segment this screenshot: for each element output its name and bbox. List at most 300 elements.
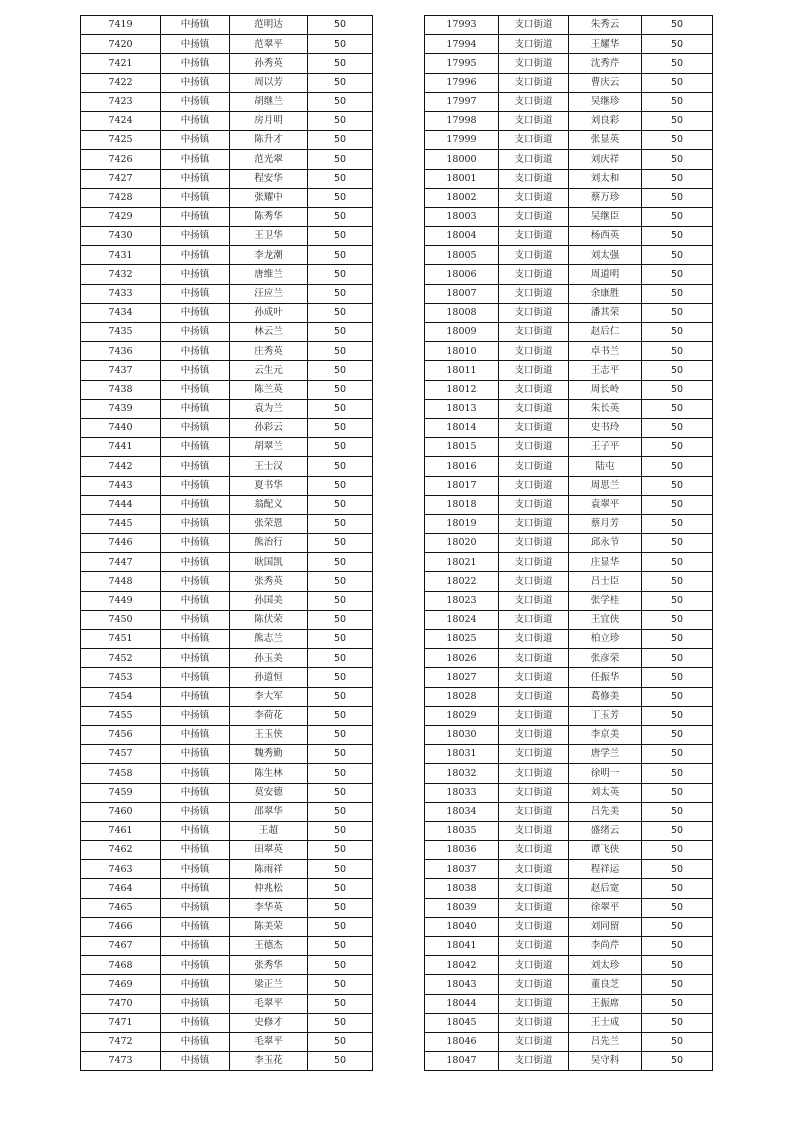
amount-cell: 50: [642, 764, 713, 783]
name-cell: 吕先美: [569, 802, 642, 821]
amount-cell: 50: [642, 1052, 713, 1071]
table-row: [81, 514, 373, 533]
town-cell: 中扬镇: [161, 16, 230, 35]
amount-cell: 50: [642, 342, 713, 361]
name-cell: 曹庆云: [569, 73, 642, 92]
name-cell: 刘太英: [569, 783, 642, 802]
serial-number-cell: 7467: [81, 937, 161, 956]
left-roster-table: [80, 15, 373, 1071]
serial-number-cell: 18010: [425, 342, 499, 361]
name-cell: 毛翠平: [230, 994, 308, 1013]
amount-cell: 50: [642, 457, 713, 476]
town-cell: 中扬镇: [161, 994, 230, 1013]
serial-number-cell: 18041: [425, 937, 499, 956]
town-cell: 支口街道: [499, 860, 569, 879]
table-row: [81, 879, 373, 898]
serial-number-cell: 7465: [81, 898, 161, 917]
name-cell: 房月明: [230, 111, 308, 130]
table-row: [425, 92, 713, 111]
table-row: [81, 764, 373, 783]
town-cell: 中扬镇: [161, 35, 230, 54]
table-row: [425, 361, 713, 380]
table-row: [425, 956, 713, 975]
table-row: [425, 572, 713, 591]
amount-cell: 50: [308, 54, 373, 73]
amount-cell: 50: [308, 630, 373, 649]
town-cell: 支口街道: [499, 1032, 569, 1051]
name-cell: 王志平: [569, 361, 642, 380]
serial-number-cell: 18006: [425, 265, 499, 284]
amount-cell: 50: [642, 54, 713, 73]
serial-number-cell: 7459: [81, 783, 161, 802]
amount-cell: 50: [642, 418, 713, 437]
serial-number-cell: 7449: [81, 591, 161, 610]
amount-cell: 50: [642, 303, 713, 322]
amount-cell: 50: [308, 399, 373, 418]
serial-number-cell: 18012: [425, 380, 499, 399]
table-row: [425, 764, 713, 783]
serial-number-cell: 17998: [425, 111, 499, 130]
table-row: [425, 418, 713, 437]
name-cell: 孙彩云: [230, 418, 308, 437]
serial-number-cell: 18014: [425, 418, 499, 437]
name-cell: 刘太强: [569, 246, 642, 265]
amount-cell: 50: [642, 265, 713, 284]
name-cell: 翁配义: [230, 495, 308, 514]
serial-number-cell: 7432: [81, 265, 161, 284]
amount-cell: 50: [308, 745, 373, 764]
name-cell: 张秀华: [230, 956, 308, 975]
town-cell: 中扬镇: [161, 630, 230, 649]
name-cell: 王卫华: [230, 227, 308, 246]
table-row: [425, 783, 713, 802]
table-row: [425, 35, 713, 54]
town-cell: 支口街道: [499, 821, 569, 840]
serial-number-cell: 18046: [425, 1032, 499, 1051]
right-roster-body: [425, 16, 713, 1071]
serial-number-cell: 17996: [425, 73, 499, 92]
town-cell: 支口街道: [499, 150, 569, 169]
name-cell: 汪应兰: [230, 284, 308, 303]
amount-cell: 50: [308, 438, 373, 457]
table-row: [81, 591, 373, 610]
name-cell: 唐维兰: [230, 265, 308, 284]
serial-number-cell: 7435: [81, 323, 161, 342]
amount-cell: 50: [308, 860, 373, 879]
serial-number-cell: 18027: [425, 668, 499, 687]
amount-cell: 50: [642, 111, 713, 130]
table-row: [81, 476, 373, 495]
amount-cell: 50: [308, 937, 373, 956]
amount-cell: 50: [642, 92, 713, 111]
name-cell: 林云兰: [230, 323, 308, 342]
name-cell: 董良芝: [569, 975, 642, 994]
town-cell: 中扬镇: [161, 207, 230, 226]
table-row: [81, 725, 373, 744]
town-cell: 中扬镇: [161, 92, 230, 111]
town-cell: 支口街道: [499, 937, 569, 956]
serial-number-cell: 7422: [81, 73, 161, 92]
town-cell: 中扬镇: [161, 1013, 230, 1032]
town-cell: 中扬镇: [161, 169, 230, 188]
name-cell: 吴继臣: [569, 207, 642, 226]
serial-number-cell: 7420: [81, 35, 161, 54]
serial-number-cell: 18000: [425, 150, 499, 169]
serial-number-cell: 7447: [81, 553, 161, 572]
town-cell: 中扬镇: [161, 361, 230, 380]
town-cell: 支口街道: [499, 725, 569, 744]
serial-number-cell: 7419: [81, 16, 161, 35]
amount-cell: 50: [642, 514, 713, 533]
table-row: [81, 668, 373, 687]
amount-cell: 50: [308, 975, 373, 994]
table-row: [425, 860, 713, 879]
town-cell: 中扬镇: [161, 610, 230, 629]
serial-number-cell: 18013: [425, 399, 499, 418]
amount-cell: 50: [642, 323, 713, 342]
town-cell: 支口街道: [499, 227, 569, 246]
amount-cell: 50: [642, 35, 713, 54]
serial-number-cell: 18025: [425, 630, 499, 649]
amount-cell: 50: [642, 399, 713, 418]
amount-cell: 50: [308, 284, 373, 303]
amount-cell: 50: [642, 687, 713, 706]
serial-number-cell: 18007: [425, 284, 499, 303]
amount-cell: 50: [308, 131, 373, 150]
amount-cell: 50: [308, 783, 373, 802]
town-cell: 中扬镇: [161, 802, 230, 821]
amount-cell: 50: [308, 380, 373, 399]
table-row: [81, 994, 373, 1013]
serial-number-cell: 18002: [425, 188, 499, 207]
amount-cell: 50: [642, 495, 713, 514]
table-row: [81, 956, 373, 975]
serial-number-cell: 18042: [425, 956, 499, 975]
serial-number-cell: 7431: [81, 246, 161, 265]
serial-number-cell: 7456: [81, 725, 161, 744]
table-row: [425, 1032, 713, 1051]
name-cell: 袁翠平: [569, 495, 642, 514]
table-row: [425, 649, 713, 668]
town-cell: 中扬镇: [161, 649, 230, 668]
serial-number-cell: 7463: [81, 860, 161, 879]
amount-cell: 50: [642, 783, 713, 802]
town-cell: 支口街道: [499, 92, 569, 111]
name-cell: 杨西英: [569, 227, 642, 246]
name-cell: 孙国美: [230, 591, 308, 610]
table-row: [425, 937, 713, 956]
town-cell: 中扬镇: [161, 841, 230, 860]
amount-cell: 50: [642, 860, 713, 879]
name-cell: 李尚芹: [569, 937, 642, 956]
town-cell: 支口街道: [499, 1013, 569, 1032]
name-cell: 丁玉芳: [569, 706, 642, 725]
table-row: [81, 649, 373, 668]
name-cell: 李龙潮: [230, 246, 308, 265]
amount-cell: 50: [308, 706, 373, 725]
table-row: [425, 668, 713, 687]
table-row: [81, 802, 373, 821]
name-cell: 王振席: [569, 994, 642, 1013]
amount-cell: 50: [642, 879, 713, 898]
town-cell: 中扬镇: [161, 917, 230, 936]
amount-cell: 50: [642, 917, 713, 936]
name-cell: 田翠英: [230, 841, 308, 860]
name-cell: 熊志兰: [230, 630, 308, 649]
amount-cell: 50: [642, 610, 713, 629]
serial-number-cell: 7440: [81, 418, 161, 437]
table-row: [425, 54, 713, 73]
table-row: [81, 975, 373, 994]
left-roster-body: [81, 16, 373, 1071]
serial-number-cell: 18033: [425, 783, 499, 802]
amount-cell: 50: [308, 16, 373, 35]
serial-number-cell: 18043: [425, 975, 499, 994]
town-cell: 中扬镇: [161, 745, 230, 764]
table-row: [425, 131, 713, 150]
amount-cell: 50: [308, 591, 373, 610]
serial-number-cell: 18037: [425, 860, 499, 879]
town-cell: 中扬镇: [161, 764, 230, 783]
town-cell: 支口街道: [499, 610, 569, 629]
serial-number-cell: 18044: [425, 994, 499, 1013]
amount-cell: 50: [308, 841, 373, 860]
serial-number-cell: 18040: [425, 917, 499, 936]
amount-cell: 50: [642, 207, 713, 226]
serial-number-cell: 7464: [81, 879, 161, 898]
serial-number-cell: 7423: [81, 92, 161, 111]
name-cell: 唐学兰: [569, 745, 642, 764]
table-row: [425, 150, 713, 169]
town-cell: 中扬镇: [161, 975, 230, 994]
serial-number-cell: 7438: [81, 380, 161, 399]
table-row: [81, 111, 373, 130]
name-cell: 柏立珍: [569, 630, 642, 649]
serial-number-cell: 7429: [81, 207, 161, 226]
serial-number-cell: 18011: [425, 361, 499, 380]
town-cell: 中扬镇: [161, 342, 230, 361]
serial-number-cell: 7424: [81, 111, 161, 130]
name-cell: 仲兆松: [230, 879, 308, 898]
amount-cell: 50: [642, 706, 713, 725]
amount-cell: 50: [308, 342, 373, 361]
amount-cell: 50: [308, 668, 373, 687]
table-row: [425, 476, 713, 495]
town-cell: 中扬镇: [161, 438, 230, 457]
serial-number-cell: 7469: [81, 975, 161, 994]
town-cell: 支口街道: [499, 284, 569, 303]
amount-cell: 50: [642, 937, 713, 956]
town-cell: 中扬镇: [161, 246, 230, 265]
name-cell: 周以芳: [230, 73, 308, 92]
name-cell: 李玉花: [230, 1052, 308, 1071]
amount-cell: 50: [308, 227, 373, 246]
table-row: [425, 802, 713, 821]
town-cell: 支口街道: [499, 975, 569, 994]
name-cell: 云生元: [230, 361, 308, 380]
name-cell: 莫安德: [230, 783, 308, 802]
serial-number-cell: 18009: [425, 323, 499, 342]
table-row: [81, 54, 373, 73]
serial-number-cell: 18029: [425, 706, 499, 725]
serial-number-cell: 7427: [81, 169, 161, 188]
amount-cell: 50: [642, 534, 713, 553]
table-row: [425, 438, 713, 457]
name-cell: 梁正兰: [230, 975, 308, 994]
table-row: [81, 150, 373, 169]
serial-number-cell: 7450: [81, 610, 161, 629]
name-cell: 刘太和: [569, 169, 642, 188]
amount-cell: 50: [642, 246, 713, 265]
town-cell: 支口街道: [499, 54, 569, 73]
name-cell: 孙秀英: [230, 54, 308, 73]
town-cell: 支口街道: [499, 303, 569, 322]
town-cell: 中扬镇: [161, 687, 230, 706]
name-cell: 李京美: [569, 725, 642, 744]
name-cell: 熊治行: [230, 534, 308, 553]
serial-number-cell: 7470: [81, 994, 161, 1013]
table-row: [425, 821, 713, 840]
amount-cell: 50: [308, 610, 373, 629]
table-row: [81, 610, 373, 629]
amount-cell: 50: [308, 821, 373, 840]
table-row: [425, 841, 713, 860]
serial-number-cell: 7451: [81, 630, 161, 649]
name-cell: 毛翠平: [230, 1032, 308, 1051]
name-cell: 庄显华: [569, 553, 642, 572]
right-roster-table: [424, 15, 713, 1071]
serial-number-cell: 18003: [425, 207, 499, 226]
serial-number-cell: 18035: [425, 821, 499, 840]
amount-cell: 50: [642, 994, 713, 1013]
table-row: [425, 917, 713, 936]
table-row: [81, 246, 373, 265]
table-row: [81, 169, 373, 188]
name-cell: 徐翠平: [569, 898, 642, 917]
amount-cell: 50: [642, 821, 713, 840]
serial-number-cell: 7426: [81, 150, 161, 169]
serial-number-cell: 18015: [425, 438, 499, 457]
serial-number-cell: 7466: [81, 917, 161, 936]
serial-number-cell: 18005: [425, 246, 499, 265]
town-cell: 中扬镇: [161, 706, 230, 725]
town-cell: 中扬镇: [161, 495, 230, 514]
town-cell: 中扬镇: [161, 131, 230, 150]
serial-number-cell: 7461: [81, 821, 161, 840]
table-row: [425, 246, 713, 265]
amount-cell: 50: [308, 764, 373, 783]
table-row: [425, 1052, 713, 1071]
table-row: [81, 495, 373, 514]
name-cell: 卓书兰: [569, 342, 642, 361]
town-cell: 中扬镇: [161, 265, 230, 284]
amount-cell: 50: [642, 668, 713, 687]
town-cell: 支口街道: [499, 438, 569, 457]
serial-number-cell: 18022: [425, 572, 499, 591]
amount-cell: 50: [308, 188, 373, 207]
table-row: [425, 265, 713, 284]
amount-cell: 50: [642, 227, 713, 246]
name-cell: 周思兰: [569, 476, 642, 495]
table-row: [81, 35, 373, 54]
amount-cell: 50: [642, 572, 713, 591]
table-row: [81, 188, 373, 207]
table-row: [425, 380, 713, 399]
town-cell: 支口街道: [499, 35, 569, 54]
amount-cell: 50: [642, 975, 713, 994]
serial-number-cell: 7453: [81, 668, 161, 687]
town-cell: 中扬镇: [161, 1052, 230, 1071]
table-row: [81, 457, 373, 476]
name-cell: 魏秀勤: [230, 745, 308, 764]
serial-number-cell: 7457: [81, 745, 161, 764]
town-cell: 中扬镇: [161, 418, 230, 437]
table-row: [425, 898, 713, 917]
table-row: [81, 860, 373, 879]
table-row: [425, 591, 713, 610]
town-cell: 支口街道: [499, 169, 569, 188]
table-row: [81, 572, 373, 591]
name-cell: 范翠平: [230, 35, 308, 54]
amount-cell: 50: [308, 553, 373, 572]
name-cell: 刘庆祥: [569, 150, 642, 169]
town-cell: 支口街道: [499, 534, 569, 553]
serial-number-cell: 18018: [425, 495, 499, 514]
name-cell: 胡翠兰: [230, 438, 308, 457]
town-cell: 中扬镇: [161, 860, 230, 879]
table-row: [425, 610, 713, 629]
amount-cell: 50: [642, 745, 713, 764]
town-cell: 中扬镇: [161, 725, 230, 744]
table-row: [425, 553, 713, 572]
name-cell: 刘良彩: [569, 111, 642, 130]
table-row: [425, 687, 713, 706]
serial-number-cell: 17997: [425, 92, 499, 111]
name-cell: 李大军: [230, 687, 308, 706]
town-cell: 支口街道: [499, 265, 569, 284]
serial-number-cell: 18047: [425, 1052, 499, 1071]
town-cell: 中扬镇: [161, 591, 230, 610]
table-row: [81, 207, 373, 226]
serial-number-cell: 18032: [425, 764, 499, 783]
serial-number-cell: 18045: [425, 1013, 499, 1032]
table-row: [425, 534, 713, 553]
table-row: [81, 917, 373, 936]
serial-number-cell: 7462: [81, 841, 161, 860]
amount-cell: 50: [308, 879, 373, 898]
serial-number-cell: 18021: [425, 553, 499, 572]
town-cell: 支口街道: [499, 956, 569, 975]
town-cell: 支口街道: [499, 630, 569, 649]
serial-number-cell: 7430: [81, 227, 161, 246]
table-row: [425, 342, 713, 361]
amount-cell: 50: [308, 265, 373, 284]
name-cell: 程祥运: [569, 860, 642, 879]
town-cell: 支口街道: [499, 553, 569, 572]
town-cell: 支口街道: [499, 16, 569, 35]
amount-cell: 50: [308, 649, 373, 668]
amount-cell: 50: [308, 169, 373, 188]
town-cell: 中扬镇: [161, 54, 230, 73]
table-row: [81, 706, 373, 725]
name-cell: 余康胜: [569, 284, 642, 303]
amount-cell: 50: [642, 630, 713, 649]
town-cell: 支口街道: [499, 111, 569, 130]
name-cell: 陈美荣: [230, 917, 308, 936]
serial-number-cell: 7455: [81, 706, 161, 725]
amount-cell: 50: [642, 380, 713, 399]
table-row: [81, 418, 373, 437]
